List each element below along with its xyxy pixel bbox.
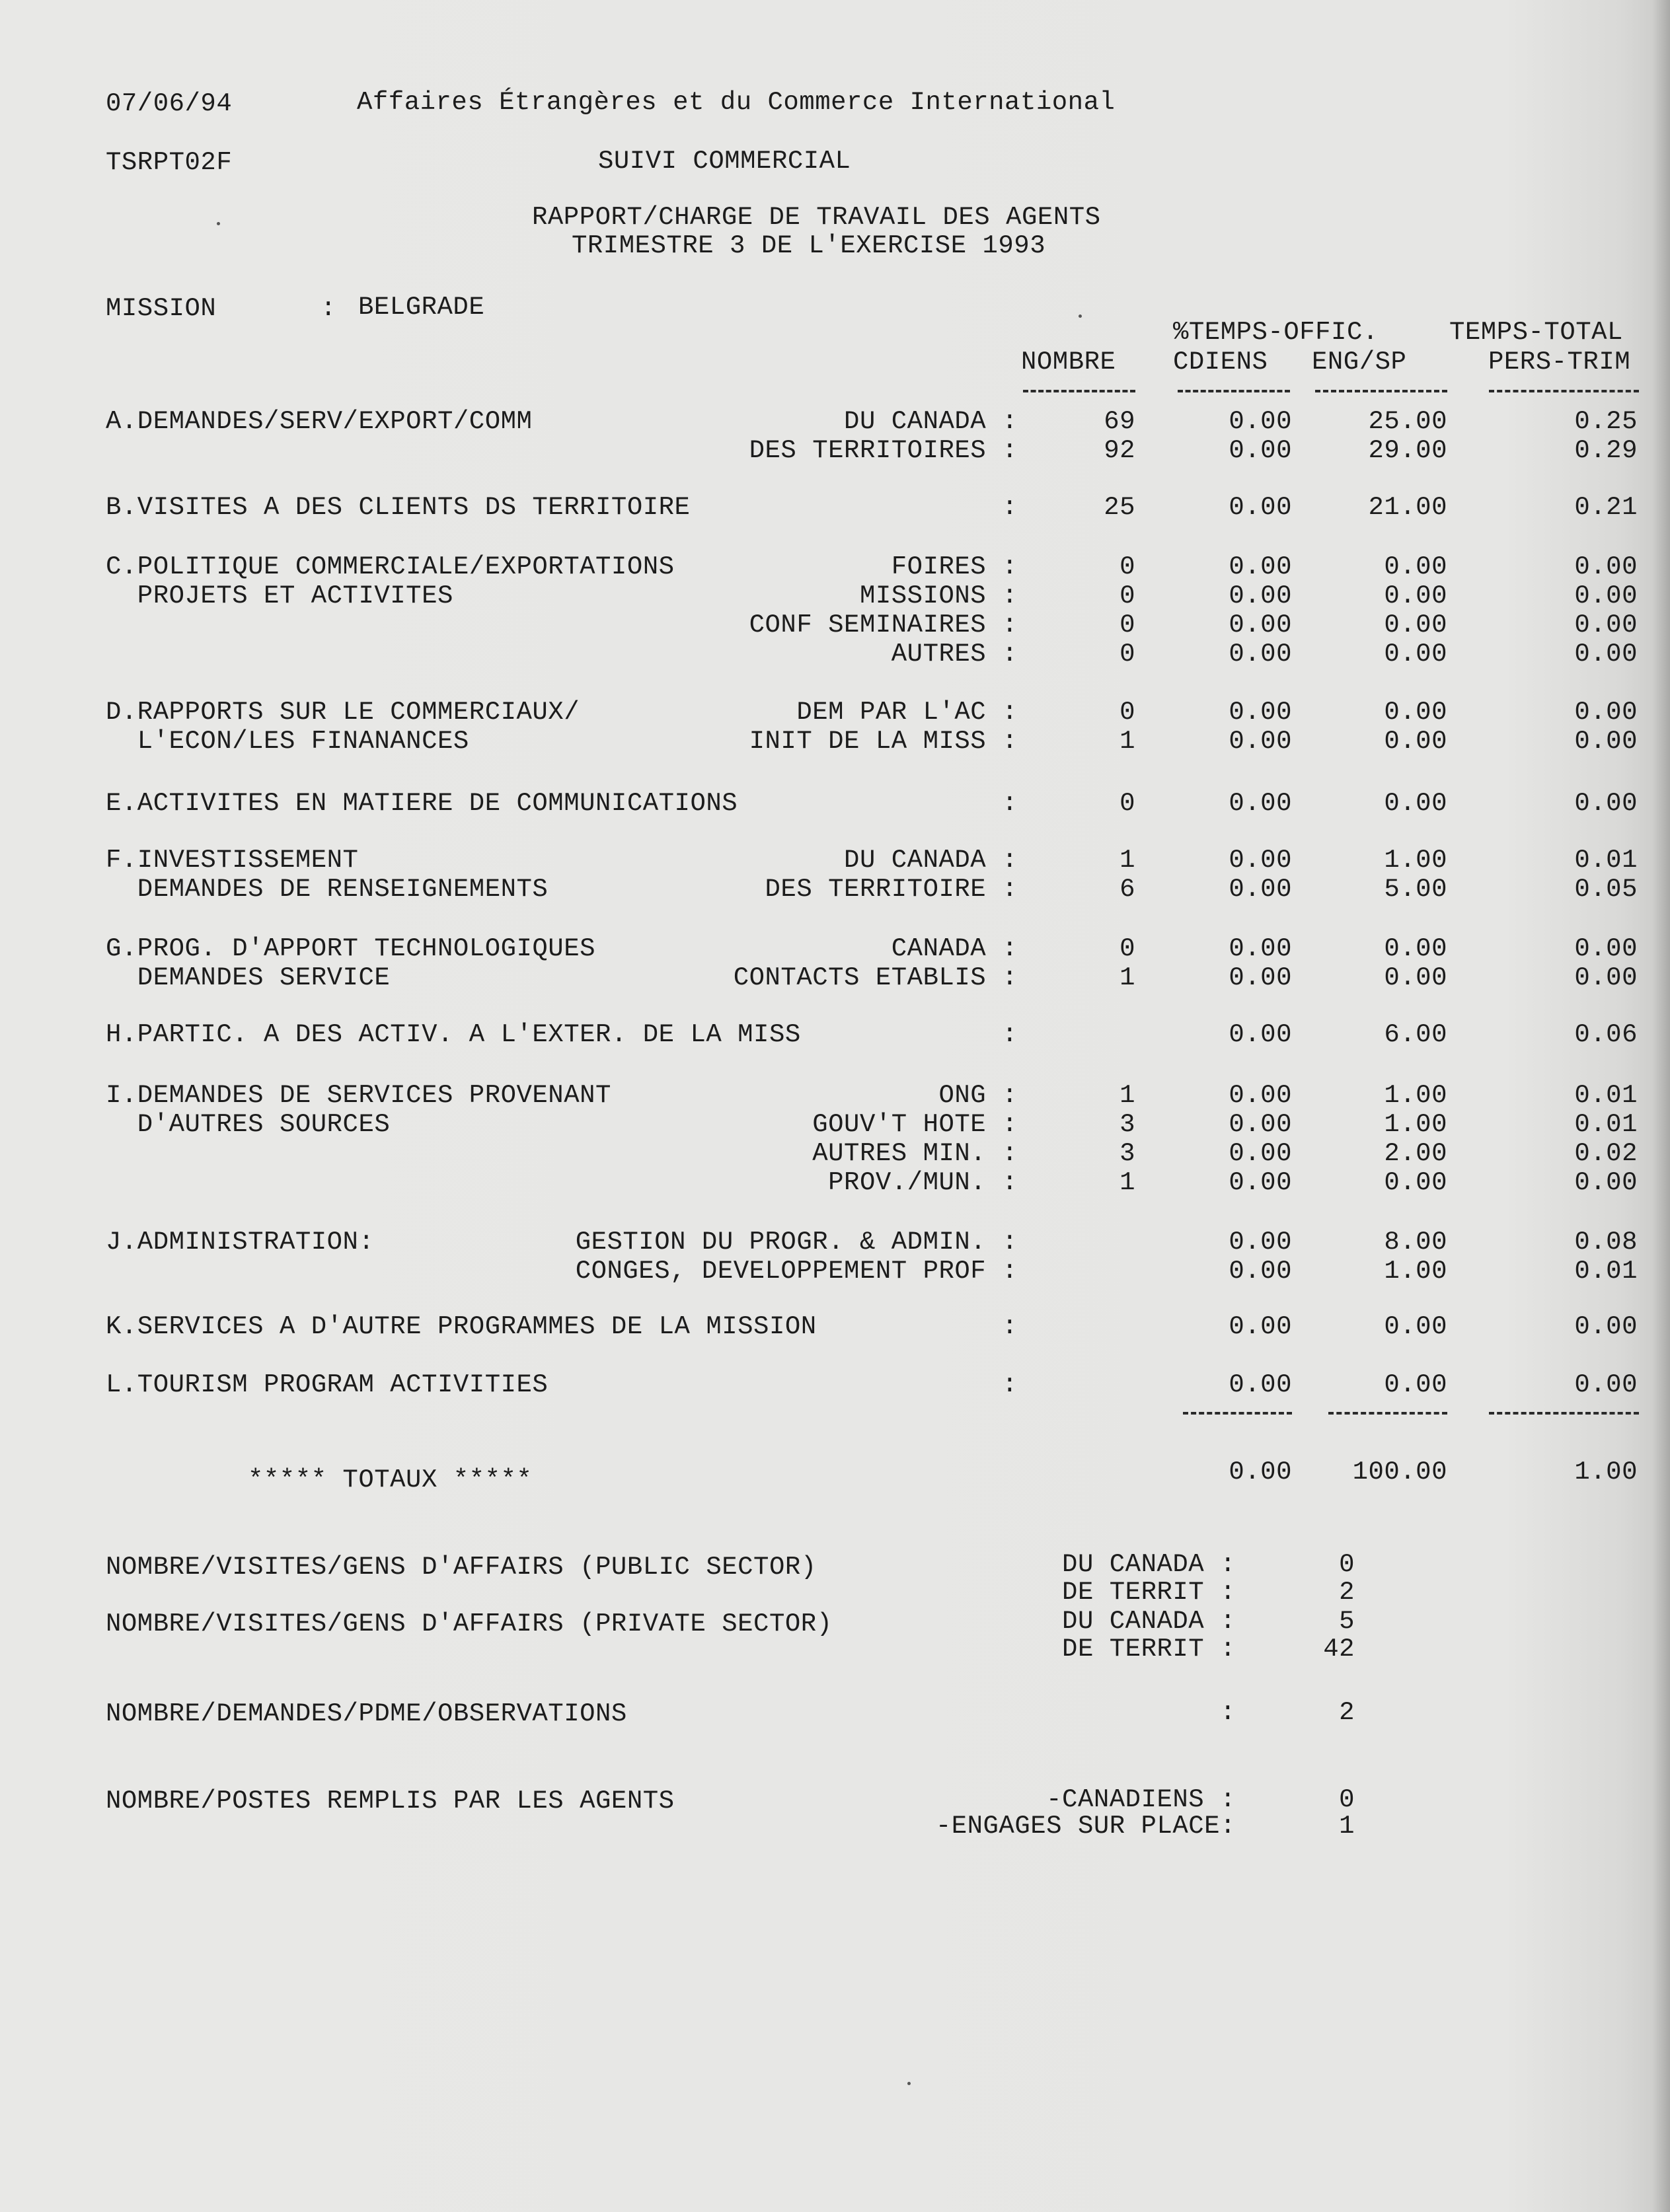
row-sublabel: INIT DE LA MISS : [749,727,1018,756]
report-title: RAPPORT/CHARGE DE TRAVAIL DES AGENTS [532,203,1101,232]
row-pers-trim: 0.08 [1574,1228,1638,1257]
row-cdiens: 0.00 [1229,1020,1292,1049]
row-eng-sp: 0.00 [1384,610,1447,640]
footer-value: 1 [1339,1812,1355,1841]
row-label: E.ACTIVITES EN MATIERE DE COMMUNICATIONS [106,789,738,818]
row-label: J.ADMINISTRATION: [106,1228,375,1257]
row-cdiens: 0.00 [1229,581,1292,610]
row-nombre: 92 [1104,436,1135,465]
footer-label: NOMBRE/VISITES/GENS D'AFFAIRS (PUBLIC SECTOR) [106,1553,817,1582]
row-cdiens: 0.00 [1229,640,1292,669]
row-eng-sp: 5.00 [1384,875,1447,904]
footer-value: 2 [1339,1698,1355,1727]
row-eng-sp: 29.00 [1368,436,1447,465]
row-eng-sp: 1.00 [1384,1110,1447,1139]
report-subtitle: TRIMESTRE 3 DE L'EXERCISE 1993 [572,231,1046,260]
row-nombre: 0 [1120,581,1135,610]
row-cdiens: 0.00 [1229,1139,1292,1168]
footer-sublabel: -CANADIENS : [1046,1785,1236,1814]
row-sublabel: : [1002,789,1018,818]
row-eng-sp: 0.00 [1384,934,1447,963]
row-cdiens: 0.00 [1229,407,1292,436]
row-cdiens: 0.00 [1229,846,1292,875]
totals-separator-cdiens [1183,1412,1292,1415]
row-nombre: 69 [1104,407,1135,436]
row-eng-sp: 0.00 [1384,640,1447,669]
footer-sublabel: DE TERRIT : [1062,1578,1236,1607]
totals-separator-pers-trim [1489,1412,1639,1415]
row-pers-trim: 0.00 [1574,1370,1638,1399]
row-eng-sp: 1.00 [1384,1081,1447,1110]
row-label: G.PROG. D'APPORT TECHNOLOGIQUES [106,934,596,963]
row-label: L.TOURISM PROGRAM ACTIVITIES [106,1370,549,1399]
row-sublabel: DEM PAR L'AC : [796,698,1018,727]
row-pers-trim: 0.00 [1574,789,1638,818]
row-pers-trim: 0.06 [1574,1020,1638,1049]
row-eng-sp: 0.00 [1384,727,1447,756]
row-sublabel: PROV./MUN. : [828,1168,1018,1197]
header-underline-cdiens [1178,390,1290,392]
row-pers-trim: 0.01 [1574,1081,1638,1110]
row-pers-trim: 0.01 [1574,846,1638,875]
row-label: F.INVESTISSEMENT [106,846,359,875]
row-pers-trim: 0.25 [1574,407,1638,436]
row-cdiens: 0.00 [1229,963,1292,992]
row-sublabel: ONG : [938,1081,1018,1110]
row-cdiens: 0.00 [1229,610,1292,640]
footer-value: 2 [1339,1578,1355,1607]
row-cdiens: 0.00 [1229,934,1292,963]
row-cdiens: 0.00 [1229,875,1292,904]
column-header-eng-sp: ENG/SP [1312,348,1407,377]
row-eng-sp: 2.00 [1384,1139,1447,1168]
totals-eng-sp: 100.00 [1352,1457,1447,1487]
row-cdiens: 0.00 [1229,698,1292,727]
row-cdiens: 0.00 [1229,1168,1292,1197]
totals-label: ***** TOTAUX ***** [248,1465,533,1494]
row-nombre: 1 [1120,963,1135,992]
header-underline-nombre [1023,390,1135,392]
row-nombre: 1 [1120,727,1135,756]
row-eng-sp: 21.00 [1368,493,1447,522]
row-nombre: 25 [1104,493,1135,522]
row-pers-trim: 0.00 [1574,552,1638,581]
row-sublabel: CONGES, DEVELOPPEMENT PROF : [575,1257,1018,1286]
row-pers-trim: 0.00 [1574,934,1638,963]
row-label: D'AUTRES SOURCES [106,1110,391,1139]
row-eng-sp: 6.00 [1384,1020,1447,1049]
row-eng-sp: 0.00 [1384,581,1447,610]
footer-sublabel: -ENGAGES SUR PLACE: [935,1812,1236,1841]
system-name: SUIVI COMMERCIAL [598,147,851,176]
row-sublabel: : [1002,493,1018,522]
header-underline-pers-trim [1489,390,1639,392]
column-header-total-time: TEMPS-TOTAL [1449,318,1623,347]
row-nombre: 0 [1120,552,1135,581]
row-eng-sp: 1.00 [1384,846,1447,875]
row-eng-sp: 0.00 [1384,1370,1447,1399]
row-sublabel: DU CANADA : [844,846,1018,875]
footer-sublabel: DE TERRIT : [1062,1635,1236,1664]
row-label: K.SERVICES A D'AUTRE PROGRAMMES DE LA MISSION [106,1312,817,1341]
row-eng-sp: 0.00 [1384,1312,1447,1341]
header-underline-eng-sp [1315,390,1447,392]
row-eng-sp: 25.00 [1368,407,1447,436]
scan-speck [907,2082,911,2085]
row-eng-sp: 1.00 [1384,1257,1447,1286]
row-pers-trim: 0.00 [1574,727,1638,756]
row-sublabel: GOUV'T HOTE : [812,1110,1018,1139]
row-pers-trim: 0.05 [1574,875,1638,904]
row-label: I.DEMANDES DE SERVICES PROVENANT [106,1081,611,1110]
row-cdiens: 0.00 [1229,1110,1292,1139]
row-sublabel: AUTRES : [891,640,1018,669]
footer-value: 0 [1339,1550,1355,1579]
row-label: L'ECON/LES FINANANCES [106,727,469,756]
row-pers-trim: 0.01 [1574,1257,1638,1286]
row-sublabel: DU CANADA : [844,407,1018,436]
row-sublabel: MISSIONS : [859,581,1018,610]
row-pers-trim: 0.21 [1574,493,1638,522]
organization-name: Affaires Étrangères et du Commerce International [357,88,1116,117]
row-nombre: 1 [1120,1081,1135,1110]
row-pers-trim: 0.00 [1574,698,1638,727]
row-pers-trim: 0.29 [1574,436,1638,465]
row-label: DEMANDES DE RENSEIGNEMENTS [106,875,549,904]
row-sublabel: AUTRES MIN. : [812,1139,1018,1168]
row-pers-trim: 0.00 [1574,1168,1638,1197]
report-date: 07/06/94 [106,89,233,118]
row-cdiens: 0.00 [1229,1257,1292,1286]
footer-label: NOMBRE/POSTES REMPLIS PAR LES AGENTS [106,1787,675,1816]
row-nombre: 3 [1120,1110,1135,1139]
row-sublabel: GESTION DU PROGR. & ADMIN. : [575,1228,1018,1257]
footer-sublabel: DU CANADA : [1062,1550,1236,1579]
row-eng-sp: 0.00 [1384,552,1447,581]
row-nombre: 1 [1120,846,1135,875]
row-nombre: 0 [1120,610,1135,640]
row-sublabel: : [1002,1020,1018,1049]
row-cdiens: 0.00 [1229,1228,1292,1257]
row-eng-sp: 0.00 [1384,698,1447,727]
row-nombre: 3 [1120,1139,1135,1168]
row-eng-sp: 8.00 [1384,1228,1447,1257]
scan-speck [1079,314,1082,318]
row-pers-trim: 0.00 [1574,581,1638,610]
column-header-cdiens: CDIENS [1173,348,1268,377]
row-cdiens: 0.00 [1229,436,1292,465]
report-code: TSRPT02F [106,148,233,177]
row-label: A.DEMANDES/SERV/EXPORT/COMM [106,407,533,436]
row-sublabel: DES TERRITOIRE : [765,875,1018,904]
row-eng-sp: 0.00 [1384,963,1447,992]
scan-speck [217,222,220,225]
footer-value: 42 [1323,1635,1355,1664]
footer-sublabel: DU CANADA : [1062,1607,1236,1636]
row-label: DEMANDES SERVICE [106,963,391,992]
row-cdiens: 0.00 [1229,1370,1292,1399]
row-pers-trim: 0.00 [1574,610,1638,640]
row-sublabel: FOIRES : [891,552,1018,581]
mission-value: BELGRADE [358,293,485,322]
row-pers-trim: 0.00 [1574,1312,1638,1341]
row-sublabel: CONTACTS ETABLIS : [733,963,1018,992]
totals-separator-eng-sp [1328,1412,1447,1415]
row-nombre: 0 [1120,789,1135,818]
row-label: B.VISITES A DES CLIENTS DS TERRITOIRE [106,493,691,522]
row-sublabel: : [1002,1312,1018,1341]
row-pers-trim: 0.01 [1574,1110,1638,1139]
row-pers-trim: 0.00 [1574,963,1638,992]
row-sublabel: : [1002,1370,1018,1399]
mission-label: MISSION [106,294,217,323]
footer-value: 5 [1339,1607,1355,1636]
totals-pers-trim: 1.00 [1574,1457,1638,1487]
row-label: D.RAPPORTS SUR LE COMMERCIAUX/ [106,698,580,727]
footer-label: NOMBRE/DEMANDES/PDME/OBSERVATIONS [106,1699,627,1728]
row-cdiens: 0.00 [1229,789,1292,818]
row-cdiens: 0.00 [1229,493,1292,522]
row-label: PROJETS ET ACTIVITES [106,581,453,610]
row-eng-sp: 0.00 [1384,789,1447,818]
column-header-nombre: NOMBRE [1021,348,1116,377]
row-nombre: 0 [1120,934,1135,963]
row-cdiens: 0.00 [1229,552,1292,581]
footer-label: NOMBRE/VISITES/GENS D'AFFAIRS (PRIVATE SECTOR) [106,1609,833,1639]
mission-separator: : [321,294,336,323]
column-header-pct-official-time: %TEMPS-OFFIC. [1173,318,1379,347]
row-pers-trim: 0.00 [1574,640,1638,669]
row-nombre: 0 [1120,640,1135,669]
row-cdiens: 0.00 [1229,1312,1292,1341]
row-nombre: 0 [1120,698,1135,727]
row-nombre: 6 [1120,875,1135,904]
row-eng-sp: 0.00 [1384,1168,1447,1197]
row-cdiens: 0.00 [1229,727,1292,756]
row-cdiens: 0.00 [1229,1081,1292,1110]
row-sublabel: DES TERRITOIRES : [749,436,1018,465]
column-header-pers-trim: PERS-TRIM [1488,348,1631,377]
row-sublabel: CANADA : [891,934,1018,963]
footer-sublabel: : [1220,1698,1236,1727]
totals-cdiens: 0.00 [1229,1457,1292,1487]
row-label: H.PARTIC. A DES ACTIV. A L'EXTER. DE LA MISS [106,1020,801,1049]
row-nombre: 1 [1120,1168,1135,1197]
footer-value: 0 [1339,1785,1355,1814]
row-label: C.POLITIQUE COMMERCIALE/EXPORTATIONS [106,552,675,581]
row-pers-trim: 0.02 [1574,1139,1638,1168]
row-sublabel: CONF SEMINAIRES : [749,610,1018,640]
